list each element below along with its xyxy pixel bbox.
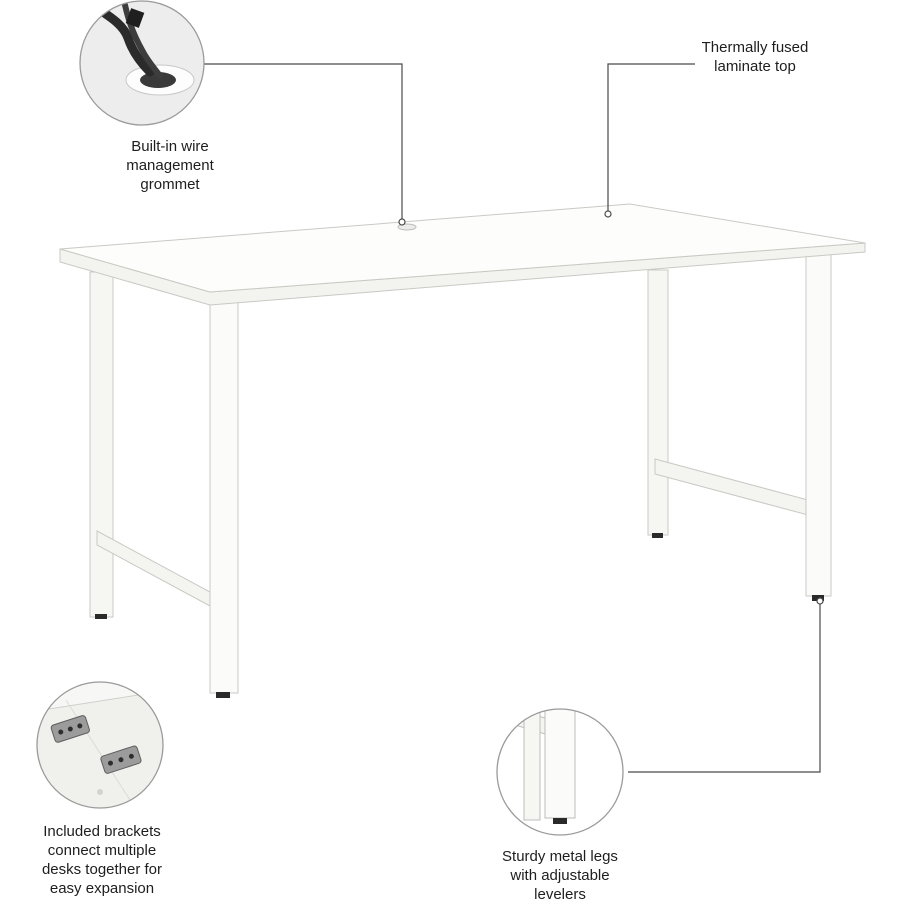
desk bbox=[60, 204, 865, 698]
leader-lines bbox=[203, 64, 823, 772]
front-left-leg bbox=[210, 300, 238, 698]
label-line: easy expansion bbox=[49, 880, 155, 897]
front-right-leg bbox=[806, 253, 831, 601]
right-crossbar bbox=[655, 459, 808, 515]
top-leader-line bbox=[608, 64, 695, 212]
back-left-leg bbox=[90, 272, 113, 619]
label-line: levelers bbox=[534, 886, 586, 903]
left-crossbar bbox=[97, 531, 210, 606]
wire-grommet-icon bbox=[80, 0, 210, 130]
laminate-tabletop bbox=[60, 204, 865, 305]
legs-leader-line bbox=[628, 603, 820, 772]
label-line: desks together for bbox=[41, 861, 163, 878]
label-line: Thermally fused bbox=[701, 39, 809, 56]
label-line: grommet bbox=[140, 176, 200, 193]
label-line: Included brackets bbox=[43, 823, 161, 840]
metal-leg-leveler-icon bbox=[497, 700, 623, 835]
legs-callout-label bbox=[480, 847, 640, 904]
label-line: Sturdy metal legs bbox=[502, 848, 618, 865]
label-line: with adjustable bbox=[510, 867, 610, 884]
grommet-callout-label bbox=[70, 137, 270, 194]
connecting-bracket-icon bbox=[30, 682, 170, 812]
label-line: Built-in wire bbox=[131, 138, 209, 155]
label-line: connect multiple bbox=[47, 842, 157, 859]
brackets-callout-label bbox=[22, 822, 182, 898]
label-line: laminate top bbox=[714, 58, 796, 75]
back-right-leg bbox=[648, 270, 668, 538]
laminate-top-callout-label bbox=[680, 38, 830, 76]
label-line: management bbox=[126, 157, 214, 174]
